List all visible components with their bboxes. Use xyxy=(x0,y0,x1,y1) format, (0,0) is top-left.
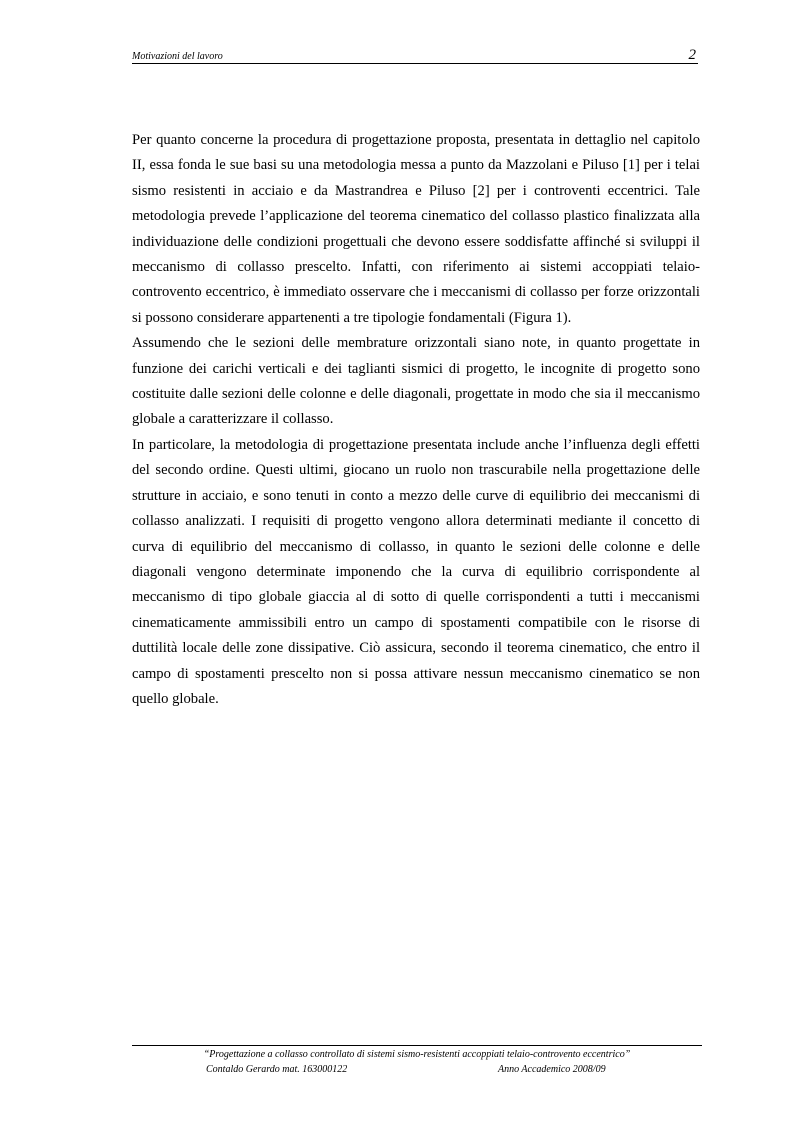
footer-author: Contaldo Gerardo mat. 163000122 xyxy=(206,1064,348,1075)
body-text xyxy=(132,128,700,712)
page-number: 2 xyxy=(688,47,696,63)
body-paragraph: Assumendo che le sezioni delle membrature orizzontali siano note, in quanto progettate in funzione dei carichi verticali e dei taglianti sismici di progetto, le incognite di progetto sono costituite dalle sezioni delle colonne e delle diagonali, progettate in modo che sia il meccanismo globale a caratterizzare il collasso. xyxy=(132,335,700,428)
running-title: Motivazioni del lavoro xyxy=(132,51,223,62)
footer-divider xyxy=(132,1045,702,1046)
footer-thesis-title: “Progettazione a collasso controllato di sistemi sismo-resistenti accoppiati telaio-controvento eccentrico” xyxy=(203,1049,631,1060)
page-header xyxy=(132,46,698,64)
body-paragraph: Per quanto concerne la procedura di progettazione proposta, presentata in dettaglio nel capitolo II, essa fonda le sue basi su una metodologia messa a punto da Mazzolani e Piluso [1] per i telai sismo resistenti in acciaio e da Mastrandrea e Piluso [2] per i controventi eccentrici. Tale metodologia prevede l’applicazione del teorema cinematico del collasso plastico finalizzata alla individuazione delle condizioni progettuali che devono essere soddisfatte affinché si sviluppi il meccanismo di collasso prescelto. Infatti, con riferimento ai sistemi accoppiati telaio-controvento eccentrico, è immediato osservare che i meccanismi di collasso per forze orizzontali si possono considerare appartenenti a tre tipologie fondamentali (Figura 1). xyxy=(132,132,700,326)
body-paragraph: In particolare, la metodologia di progettazione presentata include anche l’influenza degli effetti del secondo ordine. Questi ultimi, giocano un ruolo non trascurabile nella progettazione delle strutture in acciaio, e sono tenuti in conto a mezzo delle curve di equilibrio dei meccanismi di collasso analizzati. I requisiti di progetto vengono allora determinati mediante il concetto di curva di equilibrio del meccanismo di collasso, in quanto le sezioni delle colonne e delle diagonali vengono determinate imponendo che la curva di equilibrio corrispondente al meccanismo di tipo globale giaccia al di sotto di quelle corrispondenti a tutti i meccanismi cinematicamente ammissibili entro un campo di spostamenti compatibile con le risorse di duttilità locale delle zone dissipative. Ciò assicura, secondo il teorema cinematico, che entro il campo di spostamenti prescelto non si possa attivare nessun meccanismo cinematico se non quello globale. xyxy=(132,436,700,707)
footer-academic-year: Anno Accademico 2008/09 xyxy=(498,1064,606,1075)
